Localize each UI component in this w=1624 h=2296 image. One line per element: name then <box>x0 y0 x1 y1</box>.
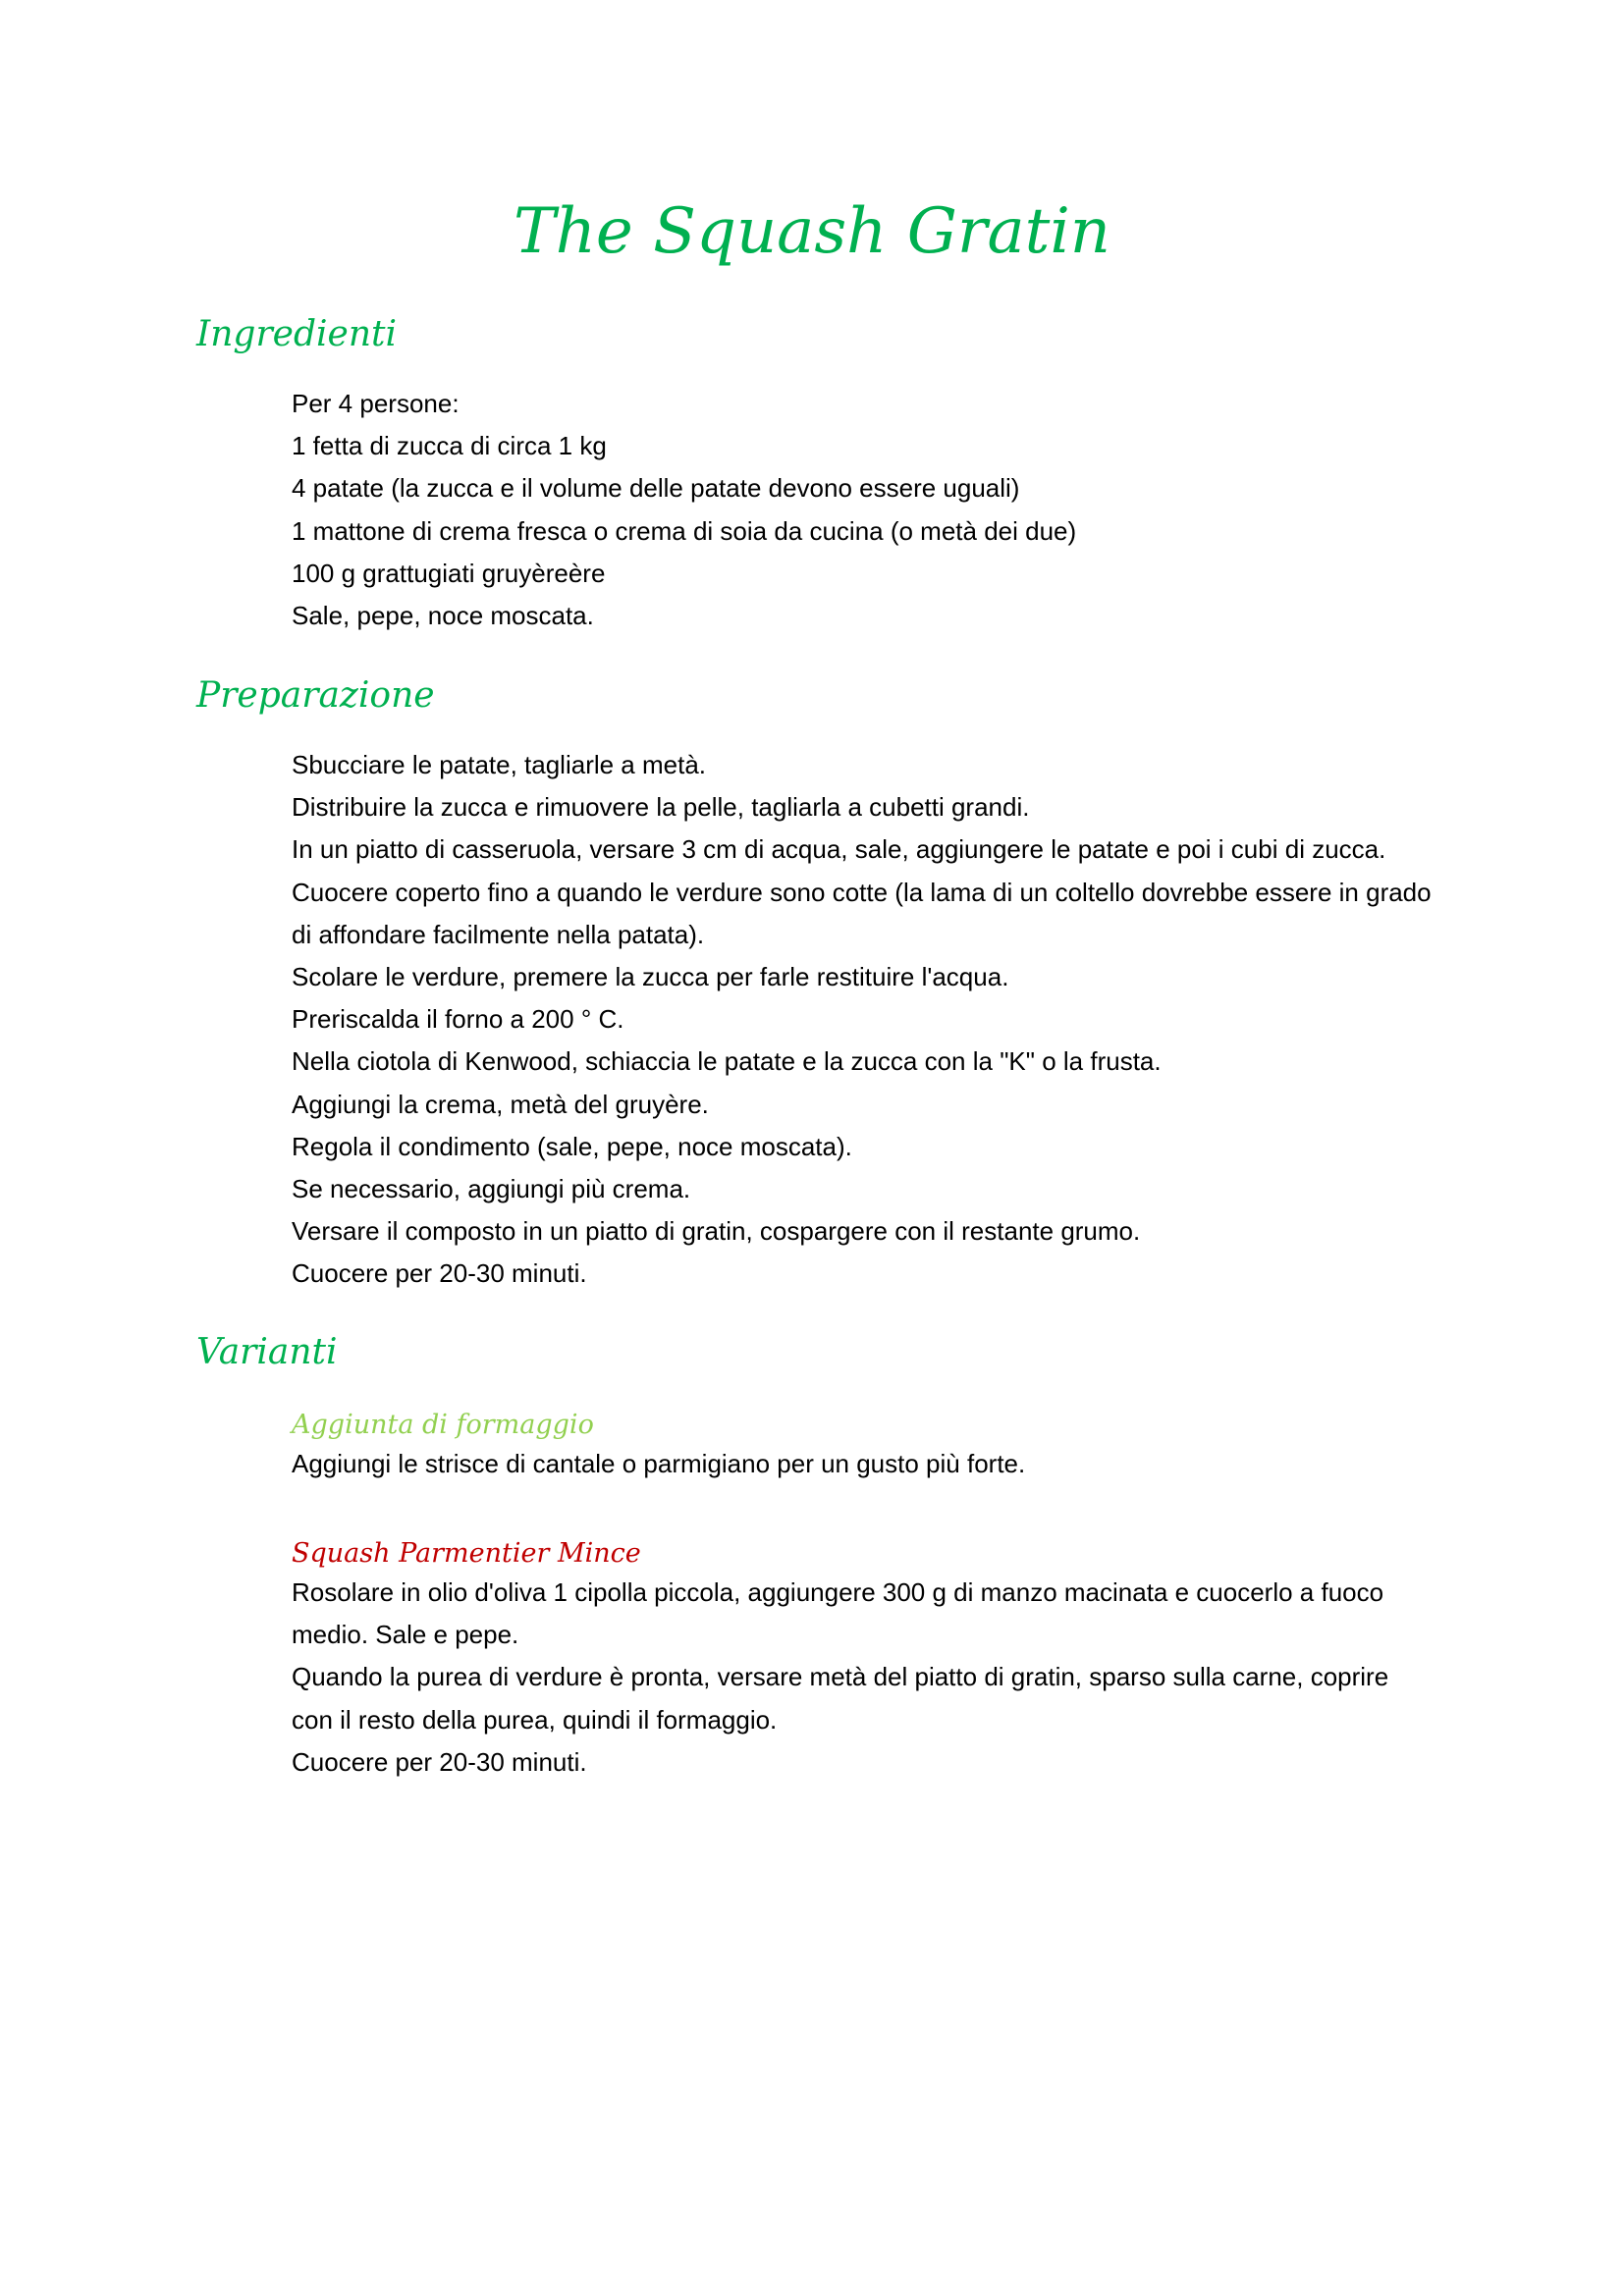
variant-line: medio. Sale e pepe. <box>292 1620 519 1650</box>
ingredients-list <box>292 383 1539 637</box>
variant-line: con il resto della purea, quindi il formaggio. <box>292 1704 778 1735</box>
variant-mince-text <box>292 1572 1539 1784</box>
preparation-step: Cuocere per 20-30 minuti. <box>292 1258 587 1289</box>
preparation-step: Se necessario, aggiungi più crema. <box>292 1174 691 1204</box>
preparation-step: Sbucciare le patate, tagliarle a metà. <box>292 750 707 779</box>
preparation-step: Distribuire la zucca e rimuovere la pelle, tagliarla a cubetti grandi. <box>292 792 1030 823</box>
preparation-step: Cuocere coperto fino a quando le verdure sono cotte (la lama di un coltello dovrebbe essere in grado <box>292 877 1432 907</box>
ingredient-line: Per 4 persone: <box>292 389 460 418</box>
page-title: The Squash Gratin <box>514 195 1110 268</box>
ingredient-line: 1 fetta di zucca di circa 1 kg <box>292 431 607 461</box>
ingredients-heading: Ingredienti <box>196 314 397 354</box>
ingredient-line: 4 patate (la zucca e il volume delle patate devono essere uguali) <box>292 473 1020 504</box>
ingredient-line: Sale, pepe, noce moscata. <box>292 601 594 631</box>
variant-line: Aggiungi le strisce di cantale o parmigiano per un gusto più forte. <box>292 1449 1026 1478</box>
preparation-step: Nella ciotola di Kenwood, schiaccia le patate e la zucca con la "K" o la frusta. <box>292 1046 1162 1077</box>
variant-line: Quando la purea di verdure è pronta, versare metà del piatto di gratin, sparso sulla carne, coprire <box>292 1662 1389 1692</box>
variant-line: Rosolare in olio d'oliva 1 cipolla piccola, aggiungere 300 g di manzo macinata e cuocerlo a fuoco <box>292 1577 1384 1607</box>
variant-cheese-text <box>292 1443 1539 1485</box>
preparation-step: Regola il condimento (sale, pepe, noce moscata). <box>292 1131 852 1161</box>
variant-mince-title: Squash Parmentier Mince <box>292 1538 641 1569</box>
preparation-step: Scolare le verdure, premere la zucca per farle restituire l'acqua. <box>292 962 1009 992</box>
ingredient-line: 100 g grattugiati gruyèreère <box>292 558 606 588</box>
preparation-step: Versare il composto in un piatto di gratin, cospargere con il restante grumo. <box>292 1216 1141 1247</box>
preparation-heading: Preparazione <box>196 675 435 716</box>
variants-heading: Varianti <box>196 1332 338 1372</box>
preparation-step: In un piatto di casseruola, versare 3 cm di acqua, sale, aggiungere le patate e poi i cubi di zucca. <box>292 834 1386 865</box>
preparation-steps <box>292 744 1539 1296</box>
variant-line: Cuocere per 20-30 minuti. <box>292 1746 587 1777</box>
ingredient-line: 1 mattone di crema fresca o crema di soia da cucina (o metà dei due) <box>292 515 1077 546</box>
preparation-step: Preriscalda il forno a 200 ° C. <box>292 1004 624 1035</box>
preparation-step: Aggiungi la crema, metà del gruyère. <box>292 1089 709 1119</box>
preparation-step: di affondare facilmente nella patata). <box>292 919 705 949</box>
variant-cheese-title: Aggiunta di formaggio <box>292 1410 594 1440</box>
